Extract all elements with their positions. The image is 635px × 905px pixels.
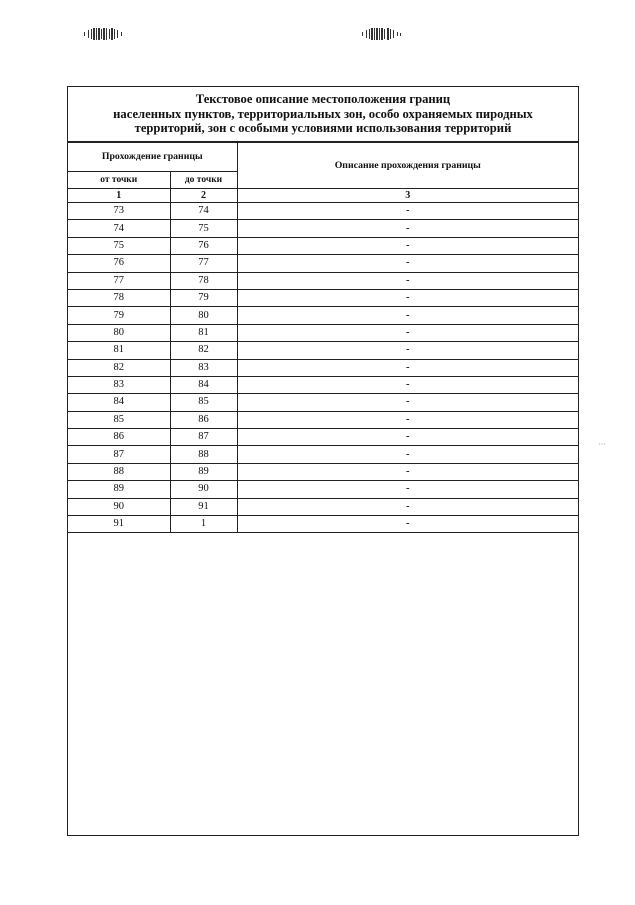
table-row [68, 342, 578, 359]
to-point-cell: 77 [170, 255, 237, 272]
barcode-bar [397, 32, 398, 36]
from-point-cell: 90 [68, 498, 170, 515]
from-point-cell: 80 [68, 324, 170, 341]
from-point-cell: 73 [68, 203, 170, 220]
description-cell: - [237, 272, 578, 289]
to-point-cell: 79 [170, 289, 237, 306]
table-row [68, 463, 578, 480]
description-cell: - [237, 342, 578, 359]
description-cell: - [237, 376, 578, 393]
table-row [68, 446, 578, 463]
barcode-bar [106, 28, 107, 40]
to-point-cell: 85 [170, 394, 237, 411]
from-point-cell: 86 [68, 429, 170, 446]
barcode-bar [362, 32, 363, 36]
to-point-cell: 84 [170, 376, 237, 393]
to-point-cell: 76 [170, 237, 237, 254]
from-point-cell: 76 [68, 255, 170, 272]
table-row [68, 255, 578, 272]
document-title [68, 87, 578, 142]
to-point-cell: 1 [170, 516, 237, 533]
description-cell: - [237, 394, 578, 411]
header-to-point: до точки [170, 172, 237, 189]
to-point-cell: 91 [170, 498, 237, 515]
description-cell: - [237, 307, 578, 324]
table-row [68, 516, 578, 533]
barcode-bar [114, 29, 115, 39]
title-line-1: Текстовое описание местоположения границ [195, 92, 451, 106]
to-point-cell: 83 [170, 359, 237, 376]
to-point-cell: 88 [170, 446, 237, 463]
from-point-cell: 79 [68, 307, 170, 324]
description-cell: - [237, 481, 578, 498]
barcode-bar [84, 32, 85, 36]
barcode-bar [93, 28, 95, 40]
table-row [68, 394, 578, 411]
description-cell: - [237, 359, 578, 376]
description-cell: - [237, 289, 578, 306]
to-point-cell: 82 [170, 342, 237, 359]
column-number-1: 1 [68, 189, 170, 203]
header-boundary-passage: Прохождение границы [68, 143, 237, 172]
barcode-bar [387, 28, 389, 40]
barcode-bar [374, 28, 375, 40]
barcode-bar [88, 30, 89, 38]
from-point-cell: 75 [68, 237, 170, 254]
to-point-cell: 80 [170, 307, 237, 324]
from-point-cell: 82 [68, 359, 170, 376]
table-row [68, 220, 578, 237]
from-point-cell: 91 [68, 516, 170, 533]
barcode-bar [111, 28, 113, 40]
header-description: Описание прохождения границы [237, 143, 578, 189]
barcode-bar [91, 29, 92, 39]
barcode-bar [393, 30, 394, 38]
table-row [68, 429, 578, 446]
barcode-bar [98, 28, 100, 40]
title-line-3: территорий, зон с особыми условиями использования территорий [134, 121, 512, 135]
barcode-bar [109, 29, 110, 39]
table-row [68, 324, 578, 341]
description-cell: - [237, 324, 578, 341]
description-cell: - [237, 446, 578, 463]
table-row [68, 376, 578, 393]
boundary-table [68, 142, 578, 533]
table-body [68, 203, 578, 533]
table-row [68, 498, 578, 515]
table-row [68, 481, 578, 498]
table-row [68, 272, 578, 289]
table-row [68, 307, 578, 324]
to-point-cell: 90 [170, 481, 237, 498]
to-point-cell: 78 [170, 272, 237, 289]
from-point-cell: 78 [68, 289, 170, 306]
description-cell: - [237, 516, 578, 533]
to-point-cell: 74 [170, 203, 237, 220]
barcode-bar [379, 28, 380, 40]
barcode-bar [96, 28, 97, 40]
barcode-left [84, 28, 122, 40]
to-point-cell: 89 [170, 463, 237, 480]
header-from-point: от точки [68, 172, 170, 189]
from-point-cell: 77 [68, 272, 170, 289]
table-row [68, 203, 578, 220]
to-point-cell: 86 [170, 411, 237, 428]
column-number-3: 3 [237, 189, 578, 203]
table-row [68, 411, 578, 428]
from-point-cell: 88 [68, 463, 170, 480]
title-line-2: населенных пунктов, территориальных зон, особо охраняемых пиродных [113, 106, 533, 121]
description-cell: - [237, 237, 578, 254]
from-point-cell: 74 [68, 220, 170, 237]
barcode-bar [121, 32, 122, 36]
scan-speck: ··· [598, 440, 606, 449]
barcode-bar [369, 29, 370, 39]
description-cell: - [237, 429, 578, 446]
barcode-bar [381, 28, 383, 40]
barcode-bar [103, 28, 105, 40]
barcode-bar [390, 29, 391, 39]
barcode-bar [371, 28, 373, 40]
from-point-cell: 83 [68, 376, 170, 393]
barcode-bar [366, 30, 367, 38]
table-row [68, 289, 578, 306]
description-cell: - [237, 220, 578, 237]
barcode-right [362, 28, 401, 40]
column-number-2: 2 [170, 189, 237, 203]
table-row [68, 237, 578, 254]
barcode-bar [400, 33, 401, 36]
barcode-bar [376, 28, 378, 40]
description-cell: - [237, 463, 578, 480]
from-point-cell: 87 [68, 446, 170, 463]
from-point-cell: 81 [68, 342, 170, 359]
from-point-cell: 89 [68, 481, 170, 498]
description-cell: - [237, 498, 578, 515]
to-point-cell: 75 [170, 220, 237, 237]
document-frame [67, 86, 579, 836]
from-point-cell: 85 [68, 411, 170, 428]
description-cell: - [237, 411, 578, 428]
from-point-cell: 84 [68, 394, 170, 411]
description-cell: - [237, 203, 578, 220]
table-row [68, 359, 578, 376]
description-cell: - [237, 255, 578, 272]
barcode-bar [117, 30, 118, 38]
to-point-cell: 87 [170, 429, 237, 446]
barcode-bar [101, 29, 102, 39]
barcode-bar [384, 29, 385, 39]
to-point-cell: 81 [170, 324, 237, 341]
